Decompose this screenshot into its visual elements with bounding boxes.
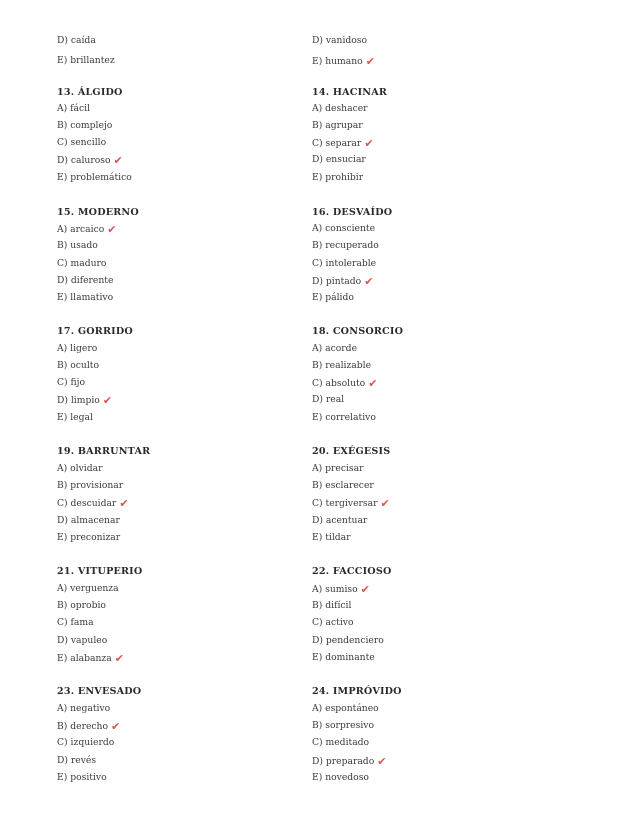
option-line (312, 532, 351, 544)
option-text: D) ensuciar (312, 154, 366, 165)
option-line (312, 617, 354, 629)
option-text: E) legal (57, 412, 93, 423)
option-line (57, 35, 96, 47)
question-heading: 18. CONSORCIO (312, 326, 404, 337)
checkmark-icon: ✔ (377, 755, 387, 768)
question-heading: 16. DESVAÍDO (312, 207, 393, 218)
option-line (57, 172, 132, 184)
question-heading: 17. GORRIDO (57, 326, 133, 337)
option-line (312, 258, 376, 270)
question-heading: 20. EXÉGESIS (312, 446, 391, 457)
option-line (57, 394, 112, 407)
option-text: A) arcaico (57, 224, 105, 235)
option-line (57, 755, 96, 767)
option-line (57, 480, 123, 492)
option-text: E) pálido (312, 292, 354, 303)
option-line (312, 635, 384, 647)
option-line (312, 652, 375, 664)
option-line (312, 463, 364, 475)
option-text: B) recuperado (312, 240, 379, 251)
option-text: D) vapuleo (57, 635, 108, 646)
checkmark-icon: ✔ (364, 275, 374, 288)
option-line (57, 240, 98, 252)
option-line (57, 360, 99, 372)
option-text: C) fama (57, 617, 94, 628)
option-text: B) derecho (57, 721, 108, 732)
option-text: A) consciente (312, 223, 376, 234)
option-text: A) verguenza (57, 583, 119, 594)
option-line (312, 703, 379, 715)
option-text: A) sumiso (312, 584, 358, 595)
option-text: E) preconizar (57, 532, 121, 543)
checkmark-icon: ✔ (364, 137, 374, 150)
option-text: A) olvidar (57, 463, 103, 474)
option-line (312, 55, 375, 68)
option-line (312, 600, 351, 612)
option-line (312, 343, 357, 355)
option-text: C) maduro (57, 258, 107, 269)
option-text: B) sorpresivo (312, 720, 374, 731)
option-line (312, 720, 374, 732)
option-line (57, 720, 120, 733)
option-text: B) realizable (312, 360, 372, 371)
option-text: D) almacenar (57, 515, 120, 526)
option-line (57, 412, 93, 424)
option-line (312, 583, 370, 596)
option-line (57, 652, 124, 665)
option-line (57, 703, 110, 715)
option-line (57, 223, 116, 236)
option-text: E) prohibir (312, 172, 364, 183)
question-heading: 24. IMPRÓVIDO (312, 686, 402, 697)
checkmark-icon: ✔ (368, 377, 378, 390)
option-line (57, 377, 85, 389)
option-line (312, 154, 366, 166)
option-text: C) fijo (57, 377, 86, 388)
option-text: E) positivo (57, 772, 107, 783)
checkmark-icon: ✔ (102, 394, 113, 407)
option-text: D) pendenciero (312, 635, 384, 646)
option-text: D) acentuar (312, 515, 368, 526)
option-line (312, 394, 344, 406)
option-line (312, 737, 369, 749)
checkmark-icon: ✔ (119, 497, 129, 510)
option-line (57, 583, 119, 595)
option-text: D) caída (57, 35, 96, 46)
option-line (57, 737, 114, 749)
option-text: B) esclarecer (312, 480, 374, 491)
option-text: C) meditado (312, 737, 370, 748)
question-heading: 14. HACINAR (312, 87, 388, 98)
option-line (312, 412, 376, 424)
option-line (312, 275, 373, 288)
option-line (312, 480, 374, 492)
option-text: C) absoluto (312, 378, 366, 389)
option-line (57, 103, 90, 115)
option-text: B) difícil (312, 600, 352, 611)
option-text: C) separar (312, 138, 362, 149)
option-text: D) vanidoso (312, 35, 368, 46)
option-text: E) brillantez (57, 55, 115, 66)
option-text: B) provisionar (57, 480, 124, 491)
option-line (312, 360, 371, 372)
option-line (57, 617, 94, 629)
option-text: D) real (312, 394, 345, 405)
option-line (57, 343, 97, 355)
option-line (312, 120, 363, 132)
checkmark-icon: ✔ (360, 583, 370, 596)
checkmark-icon: ✔ (114, 652, 124, 665)
question-heading: 21. VITUPERIO (57, 566, 143, 577)
option-line (312, 240, 379, 252)
option-line (312, 497, 390, 510)
option-line (312, 137, 374, 150)
checkmark-icon: ✔ (107, 223, 117, 236)
question-heading: 22. FACCIOSO (312, 566, 392, 577)
option-line (57, 154, 123, 167)
option-text: B) agrupar (312, 120, 363, 131)
option-text: E) problemático (57, 172, 132, 183)
option-line (57, 275, 113, 287)
option-text: A) espontáneo (312, 703, 379, 714)
checkmark-icon: ✔ (380, 497, 390, 510)
option-line (312, 223, 375, 235)
checkmark-icon: ✔ (365, 55, 375, 68)
option-text: A) acorde (312, 343, 358, 354)
option-line (57, 600, 106, 612)
option-line (57, 532, 120, 544)
option-text: D) pintado (312, 276, 362, 287)
option-text: B) oprobio (57, 600, 106, 611)
option-text: C) descuidar (57, 498, 117, 509)
option-text: A) ligero (57, 343, 98, 354)
option-text: A) deshacer (312, 103, 368, 114)
option-line (57, 772, 107, 784)
question-heading: 13. ÁLGIDO (57, 87, 123, 98)
option-text: D) caluroso (57, 155, 111, 166)
option-text: D) preparado (312, 756, 375, 767)
option-text: E) dominante (312, 652, 375, 663)
option-text: E) tildar (312, 532, 351, 543)
checkmark-icon: ✔ (113, 154, 123, 167)
option-line (57, 55, 115, 67)
option-line (57, 463, 103, 475)
option-line (312, 292, 354, 304)
option-text: C) sencillo (57, 137, 107, 148)
option-text: B) complejo (57, 120, 113, 131)
option-line (312, 172, 363, 184)
option-text: E) correlativo (312, 412, 376, 423)
option-text: E) novedoso (312, 772, 369, 783)
option-line (57, 258, 106, 270)
option-line (312, 755, 386, 768)
question-heading: 23. ENVESADO (57, 686, 142, 697)
option-text: A) fácil (57, 103, 91, 114)
option-line (312, 35, 367, 47)
option-line (312, 377, 377, 390)
option-text: C) izquierdo (57, 737, 115, 748)
option-line (312, 515, 367, 527)
option-text: A) precisar (312, 463, 364, 474)
option-text: C) tergiversar (312, 498, 378, 509)
option-text: B) usado (57, 240, 98, 251)
option-text: E) humano (312, 56, 363, 67)
option-line (57, 292, 113, 304)
option-line (57, 515, 120, 527)
option-line (57, 120, 112, 132)
option-text: B) oculto (57, 360, 100, 371)
option-text: C) intolerable (312, 258, 377, 269)
option-line (312, 103, 368, 115)
option-text: E) llamativo (57, 292, 114, 303)
option-text: D) diferente (57, 275, 114, 286)
question-heading: 19. BARRUNTAR (57, 446, 151, 457)
question-heading: 15. MODERNO (57, 207, 139, 218)
option-line (312, 772, 369, 784)
option-text: D) revés (57, 755, 97, 766)
option-text: C) activo (312, 617, 354, 628)
option-line (57, 497, 129, 510)
option-line (57, 137, 106, 149)
option-line (57, 635, 107, 647)
option-text: A) negativo (57, 703, 111, 714)
option-text: D) limpio (57, 395, 100, 406)
checkmark-icon: ✔ (111, 720, 121, 733)
option-text: E) alabanza (57, 653, 112, 664)
